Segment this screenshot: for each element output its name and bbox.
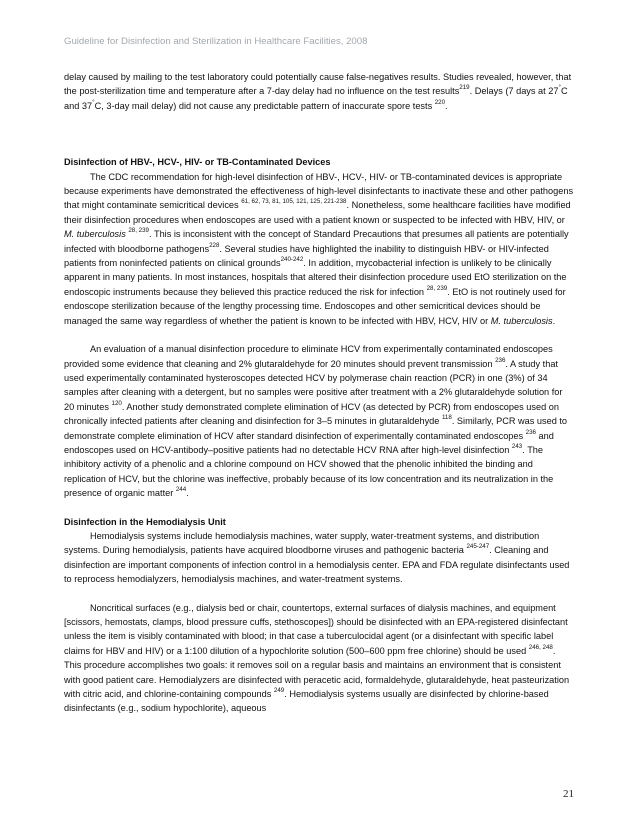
section-heading-contaminated-devices: Disinfection of HBV-, HCV-, HIV- or TB-Contaminated Devices — [64, 157, 331, 168]
section-heading-hemodialysis: Disinfection in the Hemodialysis Unit — [64, 516, 226, 527]
paragraph-noncritical-surfaces: Noncritical surfaces (e.g., dialysis bed or chair, countertops, external surfaces of dialysis machines, and equipment [scissors, hemostats, clamps, blood pressure cuffs, stethoscopes]) should be disinfected with an EPA-registered disinfectant unless the item is visibly contaminated with blood; in that case a tuberculocidal agent (or a disinfectant with specific label claims for HBV and HIV) or a 1:100 dilution of a hypochlorite solution (500–600 ppm free chlorine) should be used $^{246, 248}$. This procedure accomplishes two goals: it removes soil on a regular basis and maintains an environment that is consistent with good patient care. Hemodialyzers are disinfected with peracetic acid, formaldehyde, glutaraldehyde, heat pasteurization with citric acid, and chlorine-containing compounds $^{249}$. Hemodialysis systems usually are disinfected by chlorine-based disinfectants (e.g., sodium hypochlorite), aqueous — [64, 602, 570, 714]
paragraph-cdc-recommendation: The CDC recommendation for high-level disinfection of HBV-, HCV-, HIV- or TB-contaminated devices is appropriate because experiments have demonstrated the effectiveness of high-level disinfectants to inactivate these and other pathogens that might contaminate semicritical devices $^{61, 62, 73, 81, 105, 121, 125, 221-238}$. Nonetheless, some healthcare facilities have modified their disinfection procedures when endoscopes are used with a patient known or suspected to be infected with HBV, HIV, or M. tuberculosis $^{28, 239}$. This is inconsistent with the concept of Standard Precautions that presumes all patients are potentially infected with bloodborne pathogens$^{228}$. Several studies have highlighted the inability to distinguish HBV- or HIV-infected patients from noninfected patients on clinical grounds$^{240-242}$. In addition, mycobacterial infection is unlikely to be clinically apparent in many patients. In most instances, hospitals that altered their disinfection procedure used EtO sterilization on the endoscopic instruments because they believed this practice reduced the risk for infection $^{28, 239}$. EtO is not routinely used for endoscope sterilization because of the lengthy processing time. Endoscopes and other semicritical devices should be managed the same way regardless of whether the patient is known to be infected with HBV, HCV, HIV or M. tuberculosis. — [64, 171, 574, 326]
page-body — [64, 70, 574, 716]
paragraph-spore-test-delay: delay caused by mailing to the test laboratory could potentially cause false-negatives results. Studies revealed, however, that the post-sterilization time and temperature after a 7-day delay had no influence on the test results$^{219}$. Delays (7 days at 27°C and 37°C, 3-day mail delay) did not cause any predictable pattern of inaccurate spore tests $^{220}$. — [64, 72, 572, 111]
page-number: 21 — [563, 788, 574, 800]
paragraph-hcv-evaluation: An evaluation of a manual disinfection procedure to eliminate HCV from experimentally contaminated endoscopes provided some evidence that cleaning and 2% glutaraldehyde for 20 minutes should prevent transmission $^{236}$. A study that used experimentally contaminated hysteroscopes detected HCV by polymerase chain reaction (PCR) in one (3%) of 34 samples after cleaning with a detergent, but no samples were positive after treatment with a 2% glutaraldehyde solution for 20 minutes $^{120}$. Another study demonstrated complete elimination of HCV (as detected by PCR) from endoscopes used on chronically infected patients after cleaning and disinfection for 3–5 minutes in glutaraldehyde $^{118}$. Similarly, PCR was used to demonstrate complete elimination of HCV after standard disinfection of experimentally contaminated endoscopes $^{236}$ and endoscopes used on HCV-antibody–positive patients had no detectable HCV RNA after high-level disinfection $^{243}$. The inhibitory activity of a phenolic and a chlorine compound on HCV showed that the phenolic inhibited the binding and replication of HCV, but the chlorine was ineffective, probably because of its low concentration and its neutralization in the presence of organic matter $^{244}$. — [64, 344, 568, 499]
paragraph-hemodialysis-systems: Hemodialysis systems include hemodialysis machines, water supply, water-treatment systems, and distribution systems. During hemodialysis, patients have acquired bloodborne viruses and pathogenic bacteria $^{245-247}$. Cleaning and disinfection are important components of infection control in a hemodialysis center. EPA and FDA regulate disinfectants used to reprocess hemodialyzers, hemodialysis machines, and water-treatment systems. — [64, 530, 570, 585]
running-header: Guideline for Disinfection and Sterilization in Healthcare Facilities, 2008 — [64, 36, 368, 47]
